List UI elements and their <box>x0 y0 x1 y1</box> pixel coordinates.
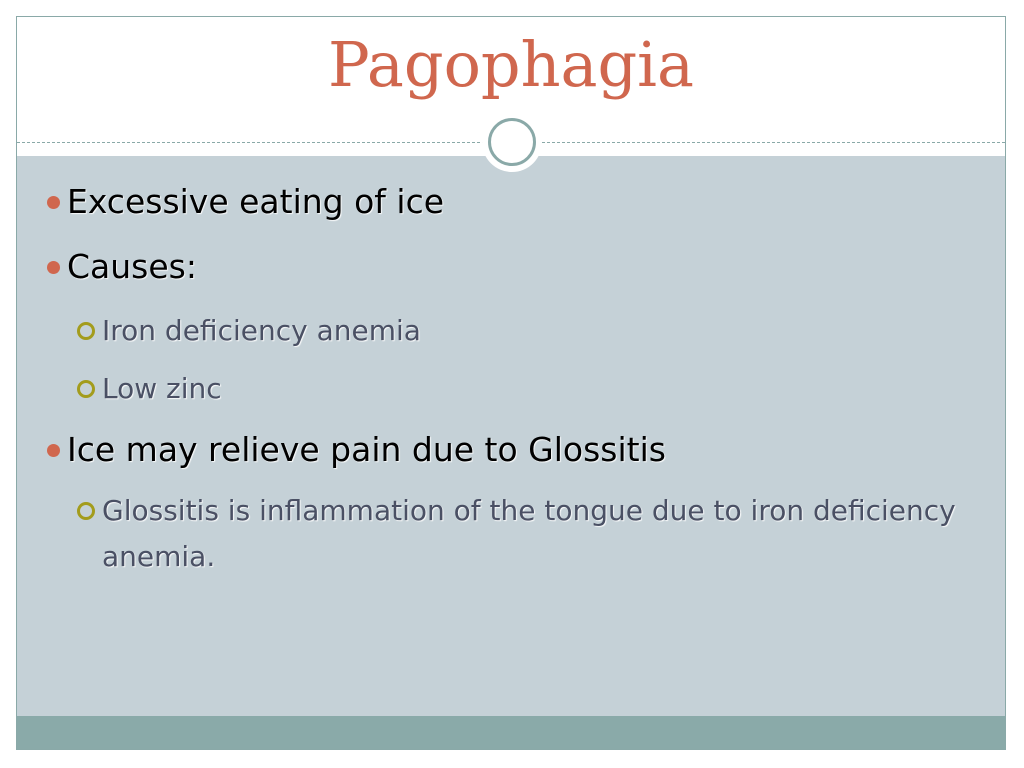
content-area <box>17 156 1005 716</box>
bullet-list <box>17 156 1005 716</box>
hollow-circle-bullet-icon <box>77 322 95 340</box>
sub-bullet-text: Iron deficiency anemia <box>102 314 421 347</box>
slide <box>16 16 1006 750</box>
bullet-item <box>47 182 977 222</box>
bullet-item <box>47 430 977 470</box>
bullet-dot-icon <box>47 444 60 457</box>
sub-bullet-text: Low zinc <box>102 372 222 405</box>
slide-title: Pagophagia <box>328 28 694 101</box>
bullet-item <box>47 247 977 287</box>
bullet-text: Causes: <box>67 247 197 286</box>
hollow-circle-bullet-icon <box>77 502 95 520</box>
sub-bullet-item <box>77 308 957 354</box>
hollow-circle-bullet-icon <box>77 380 95 398</box>
footer-band <box>17 716 1005 750</box>
sub-bullet-text: Glossitis is inflammation of the tongue due to iron deficiency anemia. <box>102 494 956 573</box>
bullet-text: Ice may relieve pain due to Glossitis <box>67 430 666 469</box>
ring-ornament-icon <box>488 118 536 166</box>
bullet-dot-icon <box>47 196 60 209</box>
sub-bullet-item <box>77 366 957 412</box>
bullet-dot-icon <box>47 261 60 274</box>
bullet-text: Excessive eating of ice <box>67 182 445 221</box>
sub-bullet-item <box>77 488 957 580</box>
